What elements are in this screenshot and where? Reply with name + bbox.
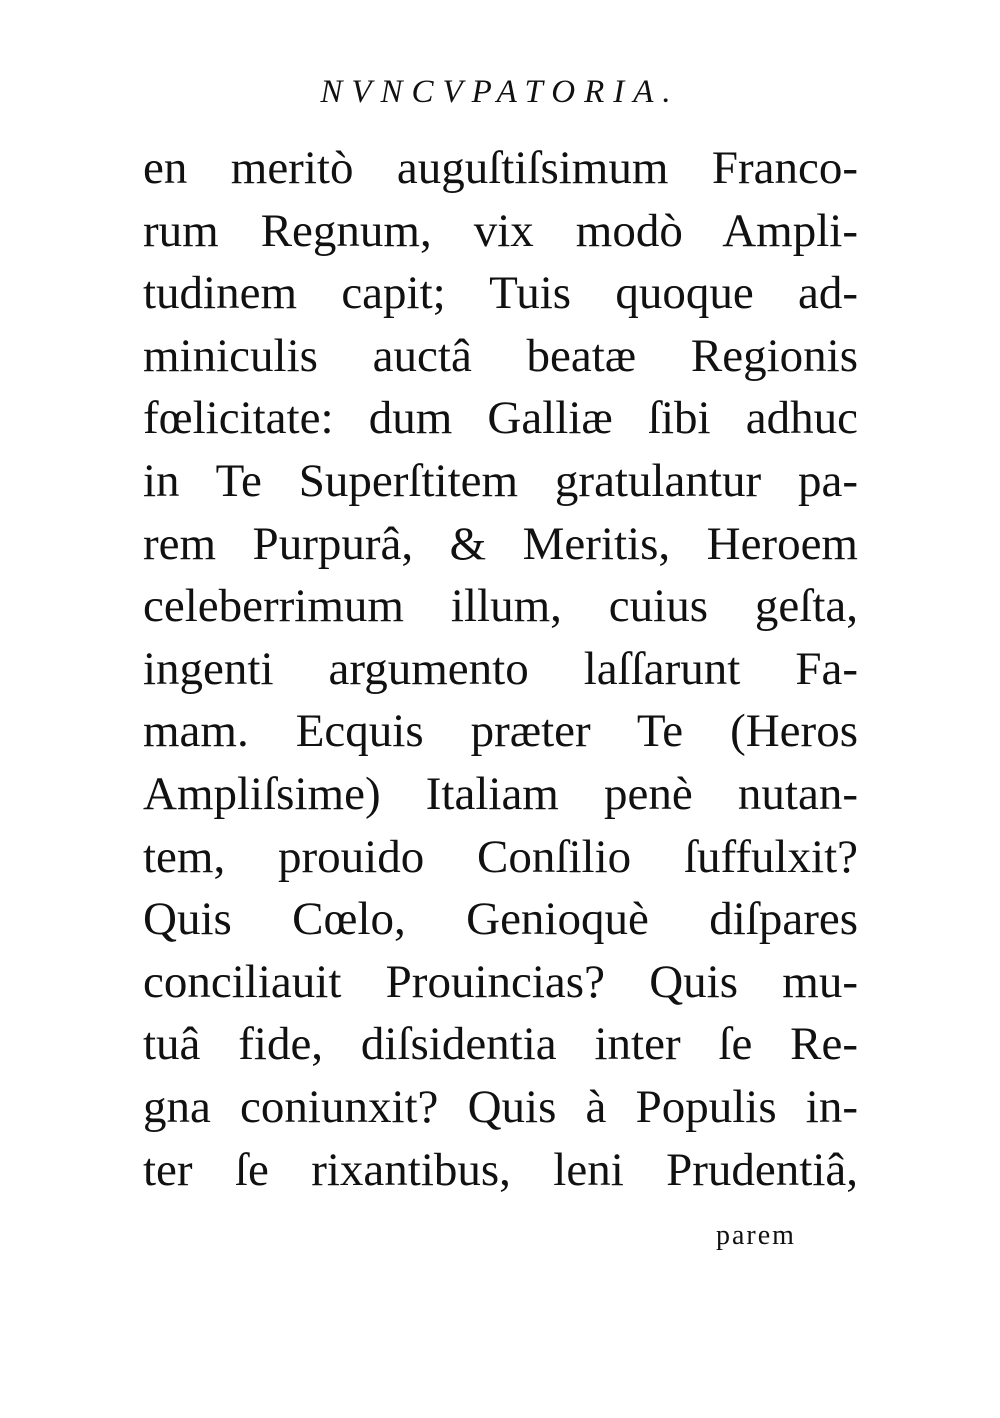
text-line: Quis Cœlo, Genioquè diſpares [143, 893, 858, 946]
text-line: tuâ fide, diſsidentia inter ſe Re- [143, 1018, 858, 1071]
body-text [143, 137, 858, 1201]
text-line: ingenti argumento laſſarunt Fa- [143, 642, 858, 695]
text-line: rum Regnum, vix modò Ampli- [143, 204, 858, 257]
text-line: rem Purpurâ, & Meritis, Heroem [143, 517, 858, 570]
text-line: fœlicitate: dum Galliæ ſibi adhuc [143, 392, 858, 445]
text-line: ter ſe rixantibus, leni Prudentiâ, [143, 1143, 858, 1196]
text-line: conciliauit Prouincias? Quis mu- [143, 955, 858, 1008]
text-line: gna coniunxit? Quis à Populis in- [143, 1080, 858, 1133]
text-line: tem, prouido Conſilio ſuffulxit? [143, 830, 858, 883]
running-head: NVNCVPATORIA. [320, 74, 680, 110]
text-line: en meritò auguſtiſsimum Franco- [143, 142, 858, 194]
text-line: miniculis auctâ beatæ Regionis [143, 329, 858, 382]
text-line: Ampliſsime) Italiam penè nutan- [143, 767, 858, 820]
text-line: tudinem capit; Tuis quoque ad- [143, 267, 858, 320]
text-line: mam. Ecquis præter Te (Heros [143, 705, 858, 758]
catchword: parem [716, 1220, 796, 1251]
text-line: in Te Superſtitem gratulantur pa- [143, 454, 858, 507]
text-line: celeberrimum illum, cuius geſta, [143, 580, 858, 633]
